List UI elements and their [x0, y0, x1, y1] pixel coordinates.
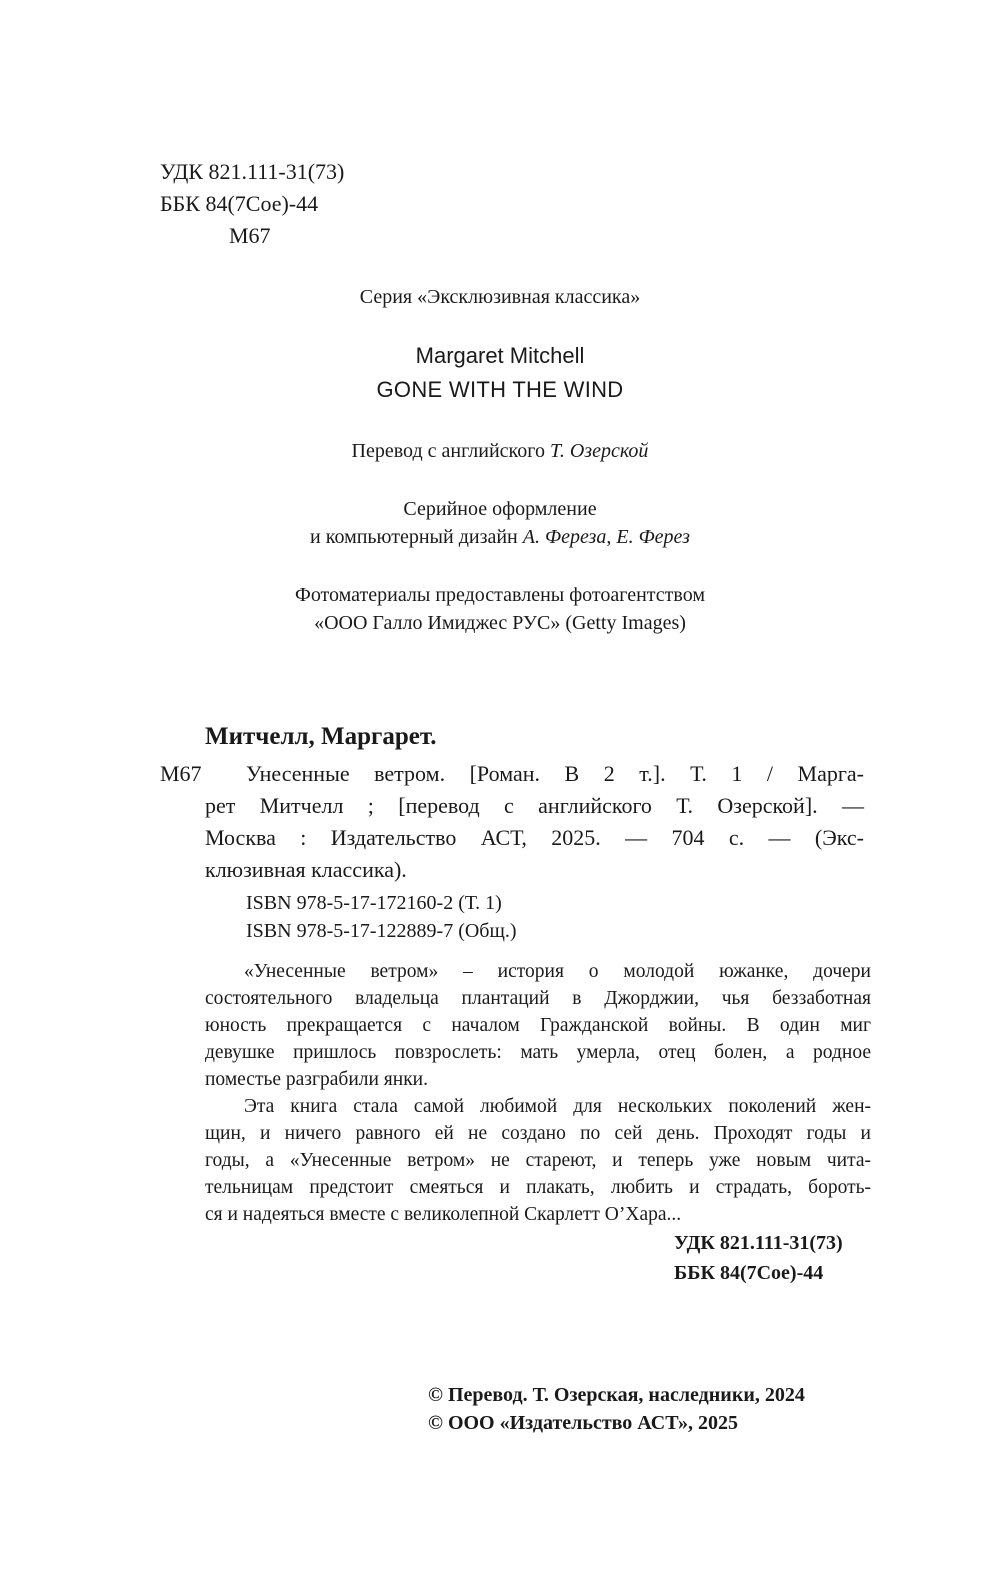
original-title: GONE WITH THE WIND [376, 377, 624, 402]
annotation-udk: УДК 821.111-31(73) [674, 1232, 843, 1254]
designer-2: Е. Ферез [616, 526, 690, 548]
catalog-line-3: Москва : Издательство АСТ, 2025. — 704 с. — (Экс- [205, 825, 864, 850]
udk-code: УДК 821.111-31(73) [160, 159, 345, 184]
annotation-p1-line-1: «Унесенные ветром» – история о молодой южанке, дочери [244, 961, 871, 982]
annotation-p2-line-4: тельницам предстоит смеяться и плакать, любить и страдать, бороть- [205, 1177, 871, 1198]
annotation-p1-line-2: состоятельного владельца плантаций в Джорджии, чья беззаботная [205, 988, 871, 1009]
catalog-line-1: Унесенные ветром. [Роман. В 2 т.]. Т. 1 / Марга- [246, 761, 864, 786]
annotation-p2-line-3: годы, а «Унесенные ветром» не стареют, и теперь уже новым чита- [205, 1150, 871, 1171]
design-line-1: Серийное оформление [403, 498, 597, 520]
annotation-p1-line-4: девушке пришлось повзрослеть: мать умерла, отец болен, а родное [205, 1042, 871, 1063]
catalog-line-4: клюзивная классика). [205, 857, 407, 882]
isbn-volume: ISBN 978-5-17-172160-2 (Т. 1) [246, 892, 502, 914]
annotation-p2-line-2: щин, и ничего равного ей не создано по сей день. Проходят годы и [205, 1123, 871, 1144]
annotation-p1-line-3: юность прекращается с началом Гражданской войны. В один миг [205, 1015, 871, 1036]
catalog-line-2: рет Митчелл ; [перевод с английского Т. Озерской]. — [205, 793, 864, 818]
translation-line [0, 436, 1000, 466]
original-author: Margaret Mitchell [415, 343, 585, 368]
series-name: Серия «Эксклюзивная классика» [359, 286, 641, 308]
annotation-p2-line-5: ся и надеяться вместе с великолепной Скарлетт О’Хара... [205, 1204, 682, 1225]
catalog-heading: Митчелл, Маргарет. [205, 723, 437, 750]
translator-name: Т. Озерской [549, 440, 649, 462]
designer-1: А. Фереза [522, 526, 607, 548]
bbk-code: ББК 84(7Сое)-44 [160, 191, 319, 216]
design-prefix: и компьютерный дизайн [310, 526, 523, 548]
design-line-2 [0, 522, 1000, 552]
annotation-p1-line-5: поместье разграбили янки. [205, 1069, 428, 1090]
copyright-translation: © Перевод. Т. Озерская, наследники, 2024 [428, 1384, 805, 1406]
designer-separator: , [606, 526, 617, 548]
annotation-bbk: ББК 84(7Сое)-44 [674, 1262, 824, 1284]
author-mark: М67 [229, 223, 271, 248]
photo-credit-line-2: «ООО Галло Имиджес РУС» (Getty Images) [314, 612, 686, 634]
translation-prefix: Перевод с английского [351, 440, 550, 462]
copyright-publisher: © ООО «Издательство АСТ», 2025 [428, 1412, 739, 1434]
catalog-author-mark: М67 [160, 761, 202, 786]
annotation-p2-line-1: Эта книга стала самой любимой для нескольких поколений жен- [244, 1096, 871, 1117]
photo-credit-line-1: Фотоматериалы предоставлены фотоагентством [295, 584, 705, 606]
isbn-set: ISBN 978-5-17-122889-7 (Общ.) [246, 920, 517, 942]
